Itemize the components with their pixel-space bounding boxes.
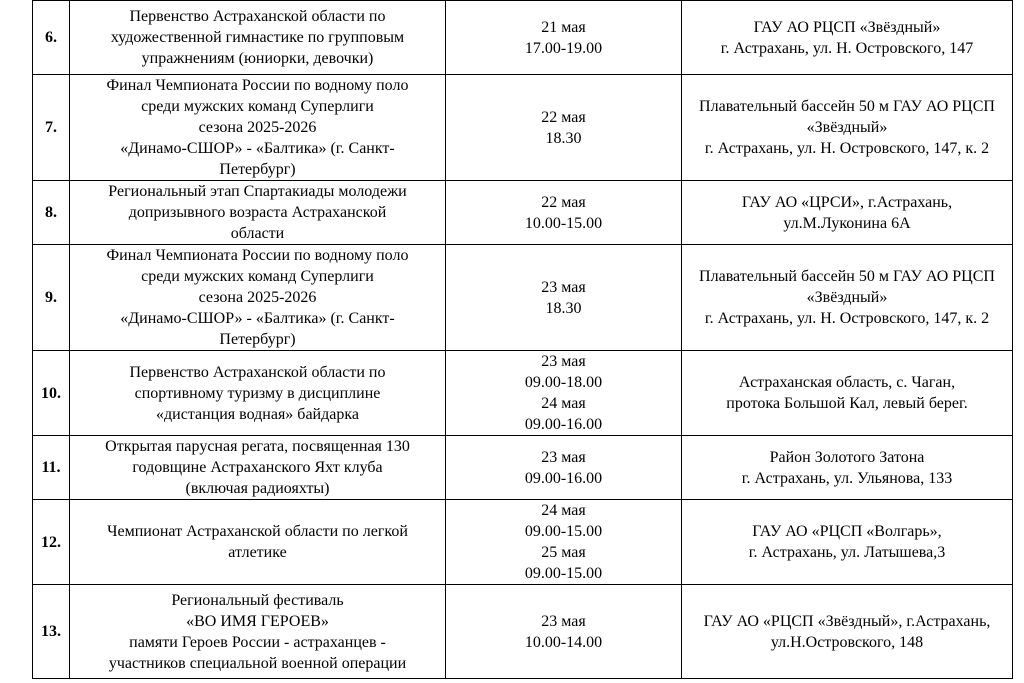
event-line: среди мужских команд Суперлиги (141, 268, 374, 285)
place-line: «Звёздный» (806, 119, 888, 136)
event-line: «ВО ИМЯ ГЕРОЕВ» (186, 612, 329, 630)
place-line: Район Золотого Затона (769, 448, 925, 466)
dates-line: 23 мая (541, 612, 586, 630)
events-table-body (33, 1, 1013, 679)
event-line: Открытая парусная регата, посвященная 130 (105, 438, 410, 455)
dates-cell (446, 500, 682, 585)
event-line: Первенство Астраханской области по (129, 363, 386, 381)
dates-line: 23 мая (541, 448, 586, 466)
place-line: Плавательный бассейн 50 м ГАУ АО РЦСП (699, 268, 995, 285)
event-line: (включая радиояхты) (185, 480, 330, 497)
dates-line: 10.00-14.00 (524, 633, 603, 651)
dates-line: 24 мая (541, 502, 586, 519)
dates-line: 09.00-15.00 (524, 565, 603, 582)
dates-line: 23 мая (541, 278, 586, 296)
event-line: художественной гимнастике по групповым (110, 29, 405, 46)
event-cell (70, 75, 446, 181)
row-number: 7. (33, 75, 70, 181)
event-line: спортивному туризму в дисциплине (134, 384, 381, 402)
dates-line: 22 мая (541, 193, 586, 211)
dates-line: 22 мая (541, 108, 586, 126)
place-cell (682, 75, 1013, 181)
place-line: ГАУ АО РЦСП «Звёздный» (753, 18, 941, 36)
place-line: ул.М.Луконина 6А (783, 214, 911, 232)
place-line: Астраханская область, с. Чаган, (738, 374, 956, 391)
dates-line: 17.00-19.00 (524, 39, 603, 57)
dates-line: 09.00-15.00 (524, 523, 603, 540)
place-cell (682, 1, 1013, 75)
event-cell (70, 1, 446, 75)
event-line: атлетике (228, 544, 287, 561)
place-cell (682, 585, 1013, 679)
event-cell (70, 181, 446, 245)
dates-cell (446, 436, 682, 500)
dates-line: 09.00-18.00 (524, 374, 603, 391)
table-row (33, 181, 1013, 245)
event-cell (70, 585, 446, 679)
place-line: ГАУ АО «РЦСП «Волгарь», (752, 523, 942, 540)
event-line: области (230, 225, 285, 242)
place-cell (682, 245, 1013, 351)
event-cell (70, 500, 446, 585)
table-row (33, 436, 1013, 500)
place-line: г. Астрахань, ул. Латышева,3 (748, 544, 946, 561)
event-cell (70, 436, 446, 500)
event-line: Первенство Астраханской области по (129, 8, 386, 25)
table-row (33, 351, 1013, 436)
event-line: Финал Чемпионата России по водному поло (106, 77, 409, 94)
row-number: 12. (33, 500, 70, 585)
dates-line: 25 мая (541, 544, 586, 561)
place-line: протока Большой Кал, левый берег. (726, 395, 968, 412)
place-cell (682, 351, 1013, 436)
place-line: Плавательный бассейн 50 м ГАУ АО РЦСП (699, 98, 995, 115)
row-number: 10. (33, 351, 70, 436)
row-number: 8. (33, 181, 70, 245)
dates-line: 24 мая (541, 395, 586, 412)
place-line: ГАУ АО «ЦРСИ», г.Астрахань, (741, 193, 953, 211)
row-number: 11. (33, 436, 70, 500)
dates-line: 18.30 (545, 129, 582, 147)
event-line: упражнениям (юниорки, девочки) (141, 50, 374, 67)
dates-line: 18.30 (545, 299, 582, 317)
row-number: 13. (33, 585, 70, 679)
event-line: Петербург) (219, 161, 296, 178)
event-line: Региональный этап Спартакиады молодежи (108, 183, 407, 200)
place-line: г. Астрахань, ул. Ульянова, 133 (741, 469, 953, 487)
event-line: «Динамо-СШОР» - «Балтика» (г. Санкт- (120, 310, 395, 327)
dates-cell (446, 1, 682, 75)
table-row (33, 500, 1013, 585)
event-line: участников специальной военной операции (108, 654, 407, 672)
place-cell (682, 181, 1013, 245)
event-line: сезона 2025-2026 (198, 119, 317, 136)
place-line: ул.Н.Островского, 148 (770, 633, 924, 651)
event-line: сезона 2025-2026 (198, 289, 317, 306)
dates-line: 10.00-15.00 (524, 214, 603, 232)
dates-cell (446, 351, 682, 436)
place-line: «Звёздный» (806, 289, 888, 306)
events-table (32, 0, 1013, 679)
event-line: памяти Героев России - астраханцев - (129, 633, 386, 651)
event-cell (70, 245, 446, 351)
dates-cell (446, 245, 682, 351)
event-line: Петербург) (219, 331, 296, 348)
place-line: г. Астрахань, ул. Н. Островского, 147, к. 2 (704, 310, 990, 327)
event-line: «дистанция водная» байдарка (156, 405, 359, 423)
row-number: 9. (33, 245, 70, 351)
event-line: «Динамо-СШОР» - «Балтика» (г. Санкт- (120, 140, 395, 157)
place-cell (682, 436, 1013, 500)
event-line: Региональный фестиваль (171, 591, 344, 609)
place-line: г. Астрахань, ул. Н. Островского, 147 (720, 39, 974, 57)
place-line: ГАУ АО «РЦСП «Звёздный», г.Астрахань, (703, 612, 991, 630)
event-line: среди мужских команд Суперлиги (141, 98, 374, 115)
event-line: Чемпионат Астраханской области по легкой (107, 523, 408, 540)
table-row (33, 245, 1013, 351)
row-number: 6. (33, 1, 70, 75)
dates-cell (446, 181, 682, 245)
place-cell (682, 500, 1013, 585)
dates-line: 21 мая (541, 18, 586, 36)
table-row (33, 585, 1013, 679)
event-line: годовщине Астраханского Яхт клуба (132, 459, 383, 476)
table-row (33, 1, 1013, 75)
dates-line: 09.00-16.00 (524, 469, 603, 487)
event-line: допризывного возраста Астраханской (128, 204, 387, 221)
table-row (33, 75, 1013, 181)
event-cell (70, 351, 446, 436)
dates-cell (446, 585, 682, 679)
dates-line: 09.00-16.00 (524, 416, 603, 433)
dates-line: 23 мая (541, 353, 586, 370)
dates-cell (446, 75, 682, 181)
event-line: Финал Чемпионата России по водному поло (106, 247, 409, 264)
place-line: г. Астрахань, ул. Н. Островского, 147, к. 2 (704, 140, 990, 157)
